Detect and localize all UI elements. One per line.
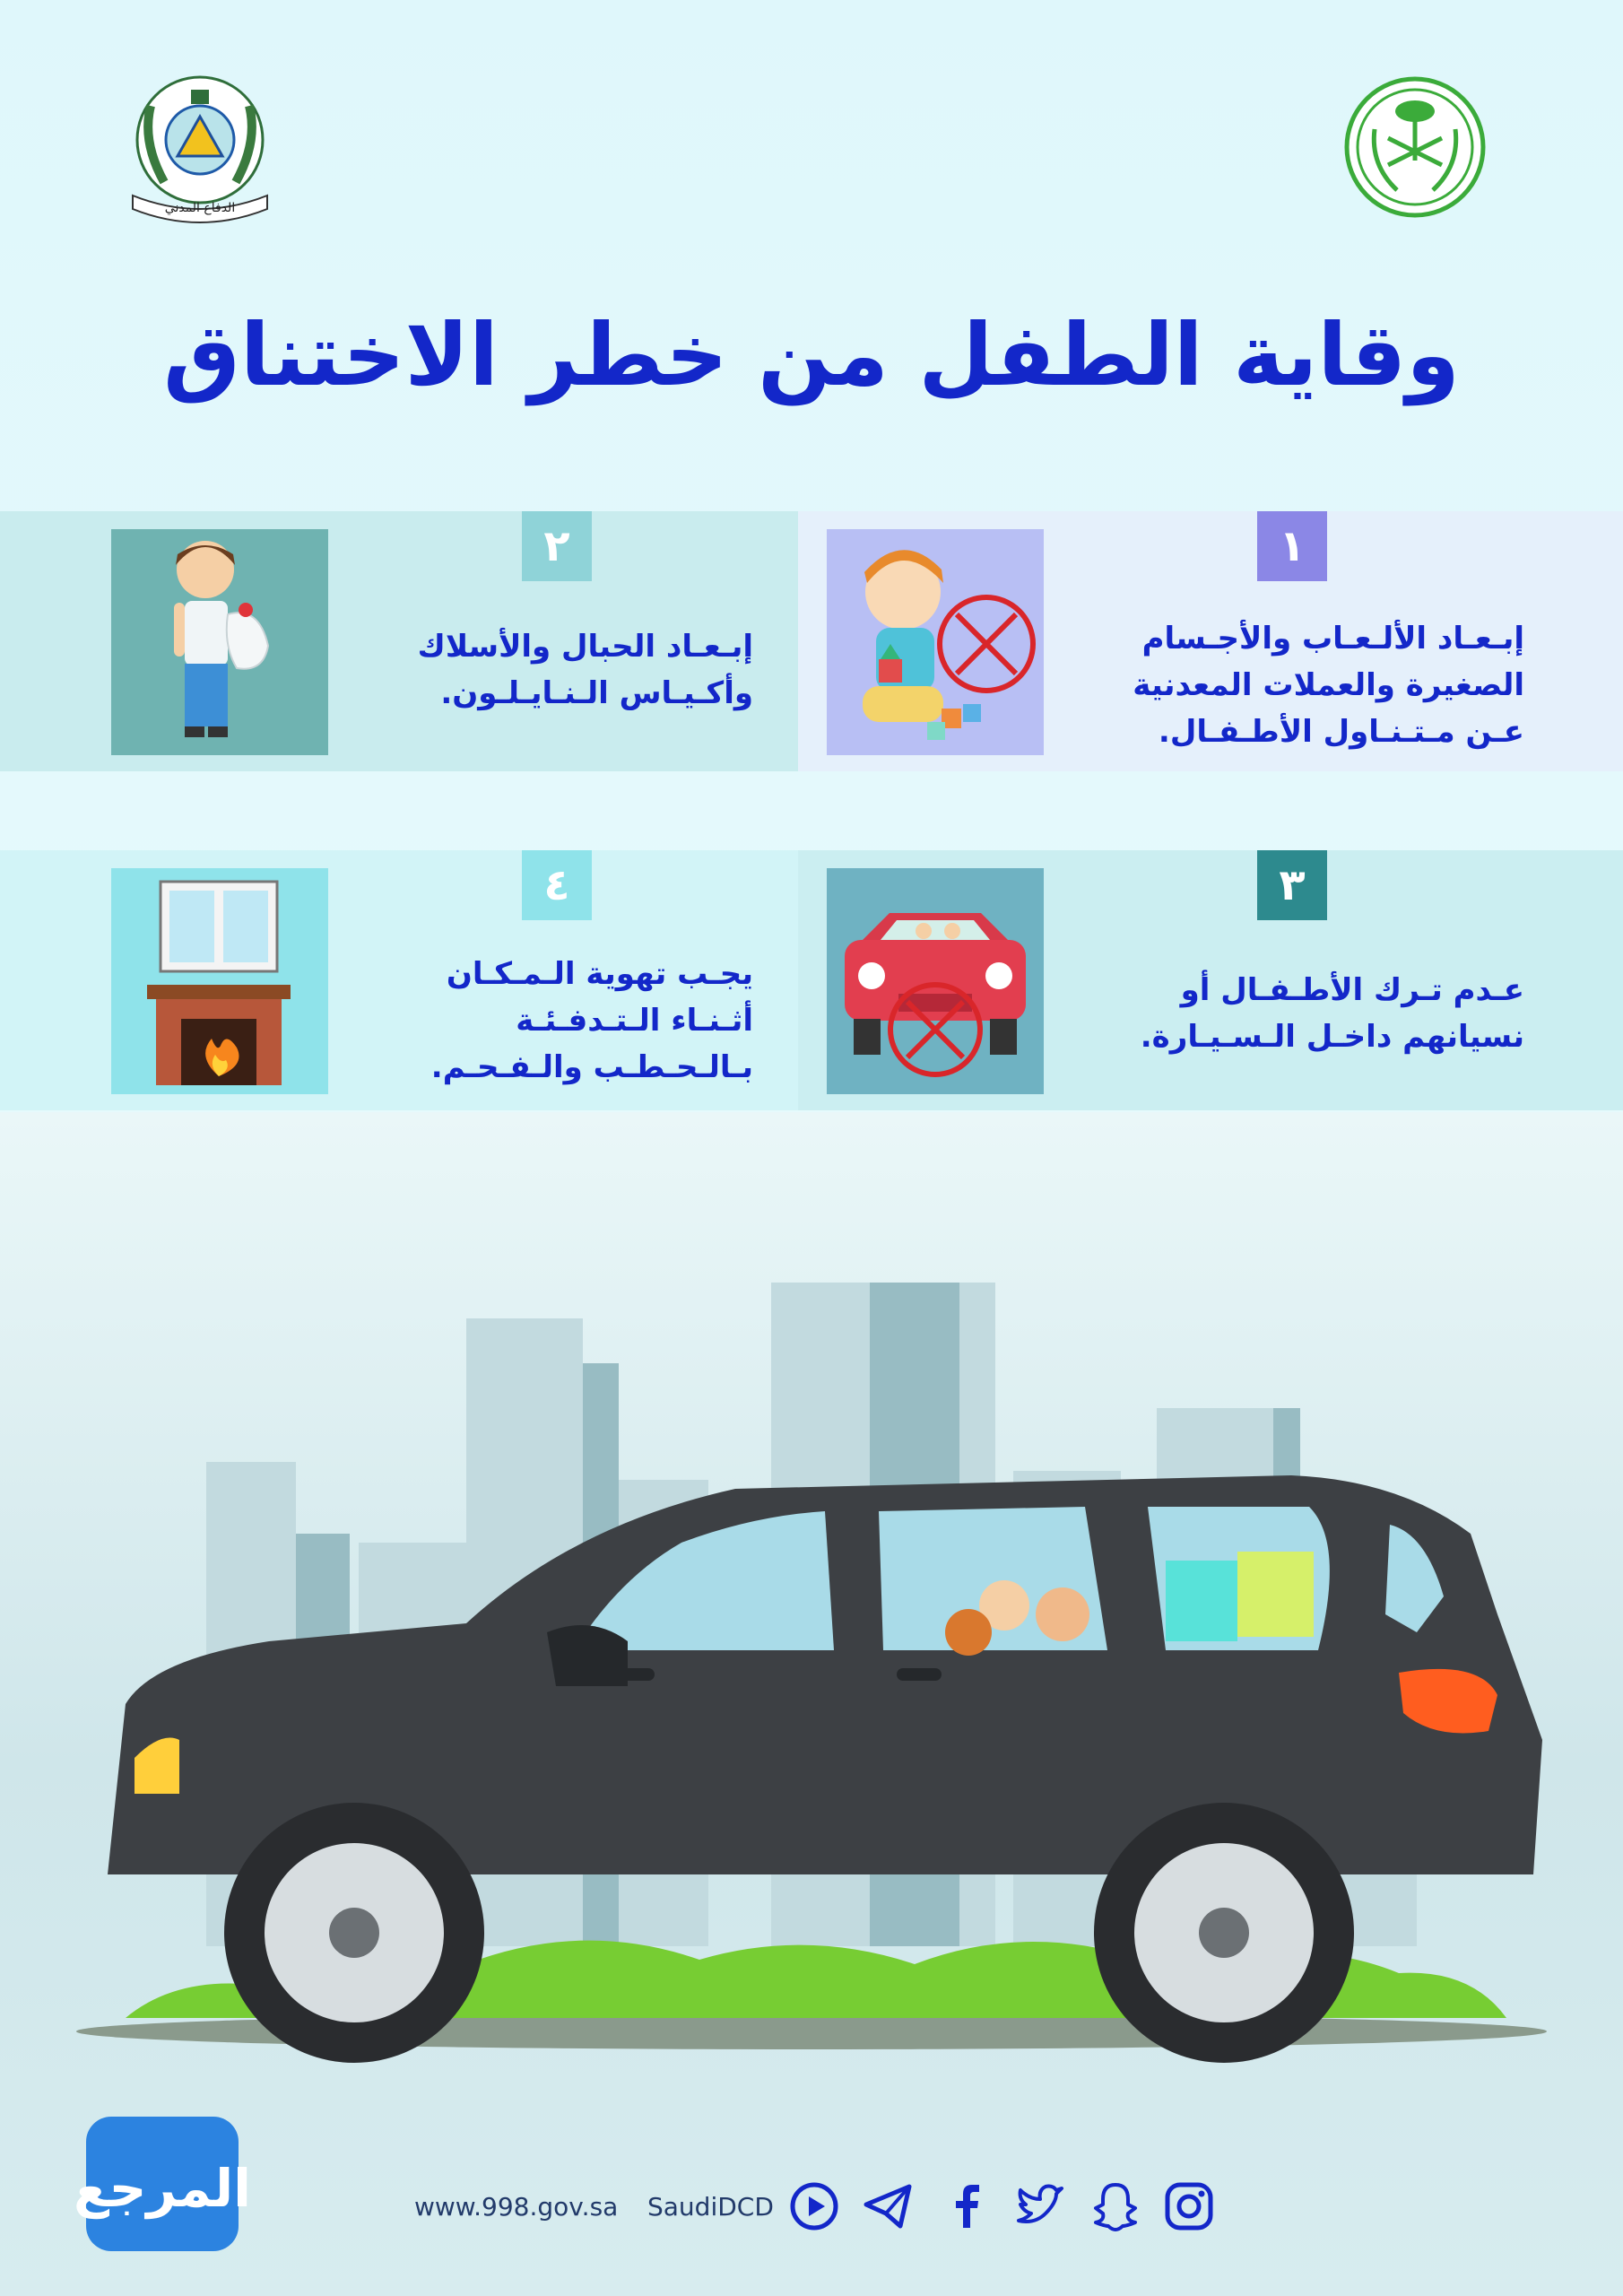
page-title: وقاية الطفل من خطر الاختناق <box>163 305 1460 405</box>
svg-text:المرجع: المرجع <box>73 2158 252 2219</box>
twitter-icon[interactable] <box>1015 2181 1065 2231</box>
tip-text-4: يجـب تهوية الـمـكـان أثـنـاء الـتـدفـئـة بـالـحـطـب والـفـحـم. <box>430 956 753 1085</box>
window-fireplace-illustration <box>111 868 328 1094</box>
snapchat-icon[interactable] <box>1090 2181 1141 2231</box>
almarj3-brand-logo <box>73 2117 252 2251</box>
civil-defense-logo <box>115 70 285 222</box>
telegram-icon[interactable] <box>863 2181 913 2231</box>
city-car-scene-illustration <box>0 1112 1623 2081</box>
ministry-of-interior-logo <box>1343 75 1487 219</box>
tip-number-3: ٣ <box>1257 850 1327 920</box>
boy-with-plastic-bag-illustration <box>111 529 328 755</box>
instagram-icon[interactable] <box>1164 2181 1214 2231</box>
facebook-icon[interactable] <box>942 2181 992 2231</box>
youtube-icon[interactable] <box>789 2181 839 2231</box>
kids-in-car-illustration <box>827 868 1044 1094</box>
tip-number-1: ١ <box>1257 511 1327 581</box>
website-link[interactable]: www.998.gov.sa <box>414 2192 619 2222</box>
tip-number-4: ٤ <box>522 850 592 920</box>
tip-text-1: إبـعـاد الألـعـاب والأجـسام الصغيرة والعملات المعدنية عـن مـتـنـاول الأطـفـال. <box>1133 621 1524 750</box>
tip-text-2: إبـعـاد الحبال والأسلاك وأكـيـاس الـنـايـلـون. <box>417 629 753 711</box>
tip-number-2: ٢ <box>522 511 592 581</box>
child-with-toys-illustration <box>827 529 1044 755</box>
svg-text:الدفاع المدني: الدفاع المدني <box>164 201 236 215</box>
tip-text-3: عـدم تـرك الأطـفـال أو نسيانهم داخـل الـسـيـارة. <box>1140 972 1524 1055</box>
social-handle: SaudiDCD <box>647 2192 774 2222</box>
